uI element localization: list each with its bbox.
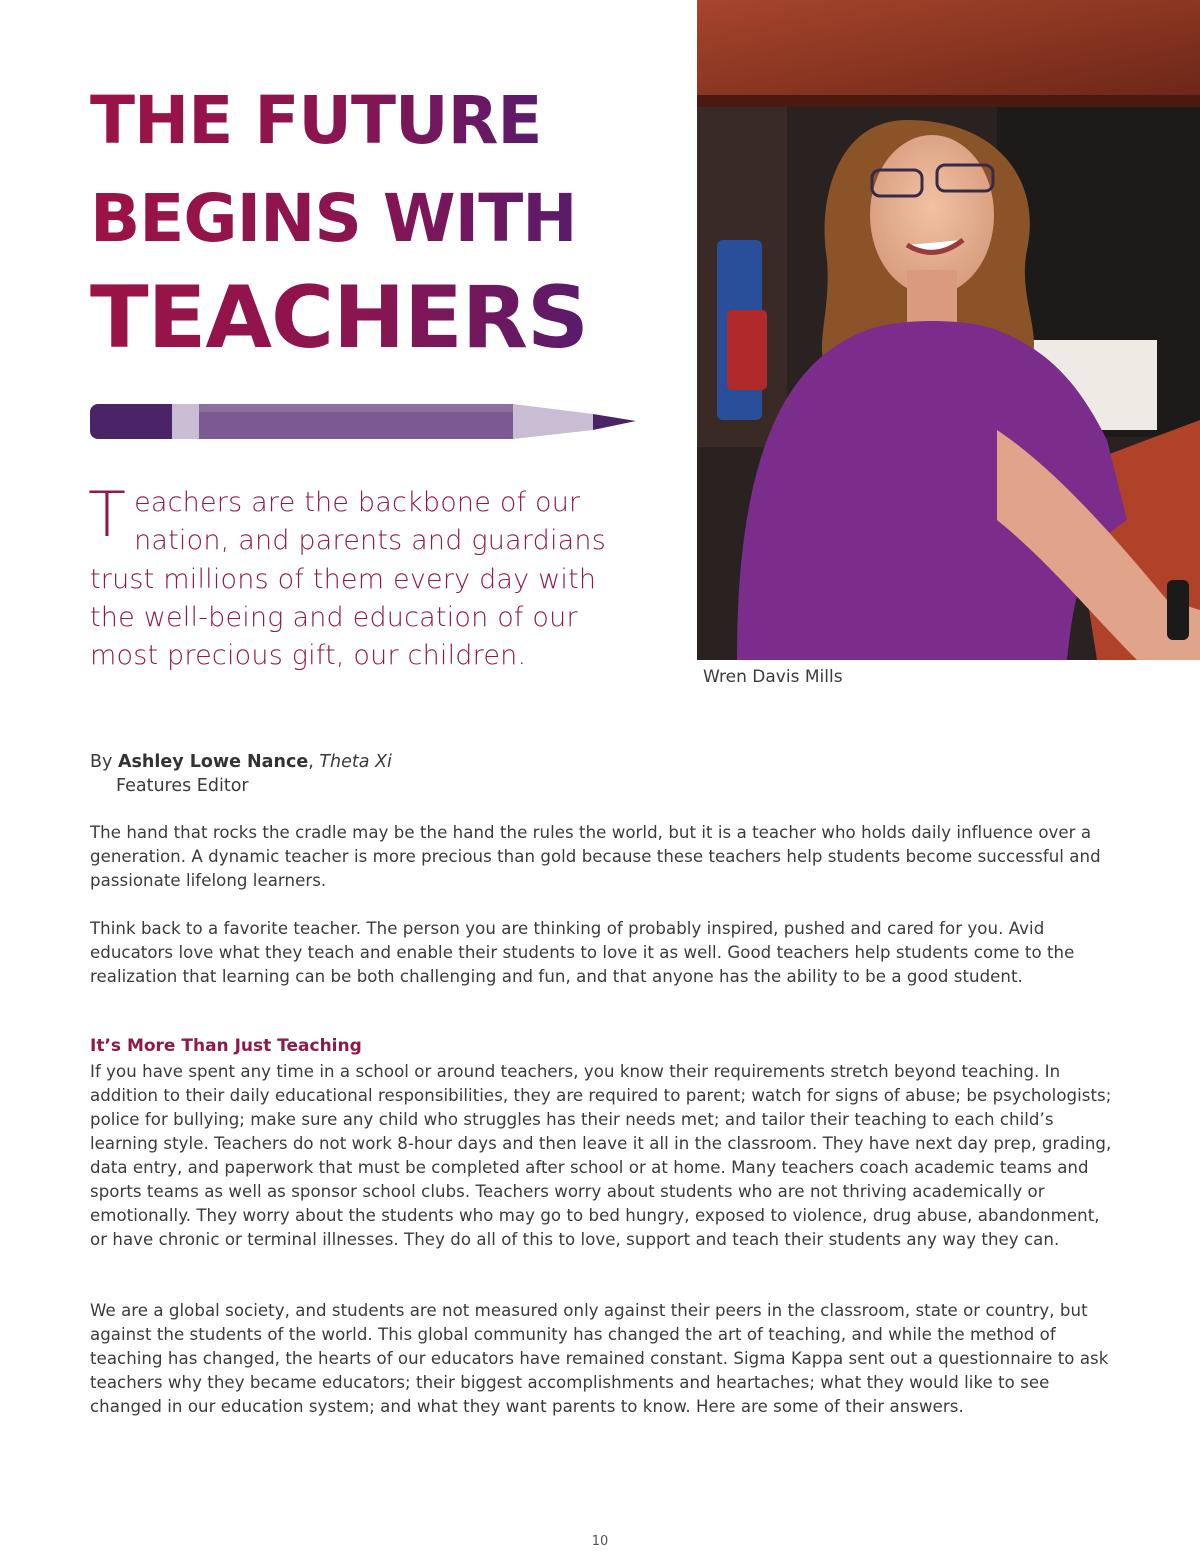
page-number: 10 <box>591 1534 609 1549</box>
portrait-illustration <box>697 0 1200 660</box>
byline-prefix: By <box>90 752 118 772</box>
section-subheading: It’s More Than Just Teaching <box>90 1036 362 1056</box>
body-paragraph-1: The hand that rocks the cradle may be the hand the rules the world, but it is a teacher who holds daily influence over a generation. A dynamic teacher is more precious than gold because these teachers help students become successful and passionate lifelong learners. <box>90 823 1101 890</box>
author-role: Features Editor <box>116 776 249 796</box>
lede-text: eachers are the backbone of our nation, and parents and guardians trust millions of them every day with the well-being and education of our most precious gift, our children. <box>90 487 606 672</box>
pencil-divider-icon <box>88 402 638 442</box>
author-name: Ashley Lowe Nance <box>117 752 309 772</box>
byline-separator: , <box>308 752 320 772</box>
drop-cap: T <box>88 478 127 551</box>
portrait-photo <box>697 0 1200 660</box>
author-chapter: Theta Xi <box>319 752 392 772</box>
title-line-3: TEACHERS <box>90 268 588 368</box>
body-paragraph-4: We are a global society, and students are not measured only against their peers in the classroom, state or country, but against the students of the world. This global community has changed the art of teaching, and while the method of teaching has changed, the hearts of our educators have remained constant. Sigma Kappa sent out a questionnaire to ask teachers why they became educators; their biggest accomplishments and heartaches; what they would like to see changed in our education system; and what they want parents to know. Here are some of their answers. <box>90 1301 1109 1416</box>
byline <box>90 750 392 798</box>
title-line-2: BEGINS WITH <box>90 180 577 257</box>
title-line-1: THE FUTURE <box>90 82 542 159</box>
body-paragraph-2: Think back to a favorite teacher. The person you are thinking of probably inspired, pushed and cared for you. Avid educators love what they teach and enable their students to love it as well. Good teachers help students come to the realization that learning can be both challenging and fun, and that anyone has the ability to be a good student. <box>90 919 1075 986</box>
lede-paragraph <box>88 478 630 675</box>
photo-caption: Wren Davis Mills <box>703 667 843 687</box>
body-paragraph-3: If you have spent any time in a school or around teachers, you know their requirements stretch beyond teaching. In addition to their daily educational responsibilities, they are required to parent; watch for signs of abuse; be psychologists; police for bullying; make sure any child who struggles has their needs met; and tailor their teaching to each child’s learning style. Teachers do not work 8-hour days and then leave it all in the classroom. They have next day prep, grading, data entry, and paperwork that must be completed after school or at home. Many teachers coach academic teams and sports teams as well as sponsor school clubs. Teachers worry about students who are not thriving academically or emotionally. They worry about the students who may go to bed hungry, exposed to violence, drug abuse, abandonment, or have chronic or terminal illnesses. They do all of this to love, support and teach their students any way they can. <box>90 1062 1112 1249</box>
